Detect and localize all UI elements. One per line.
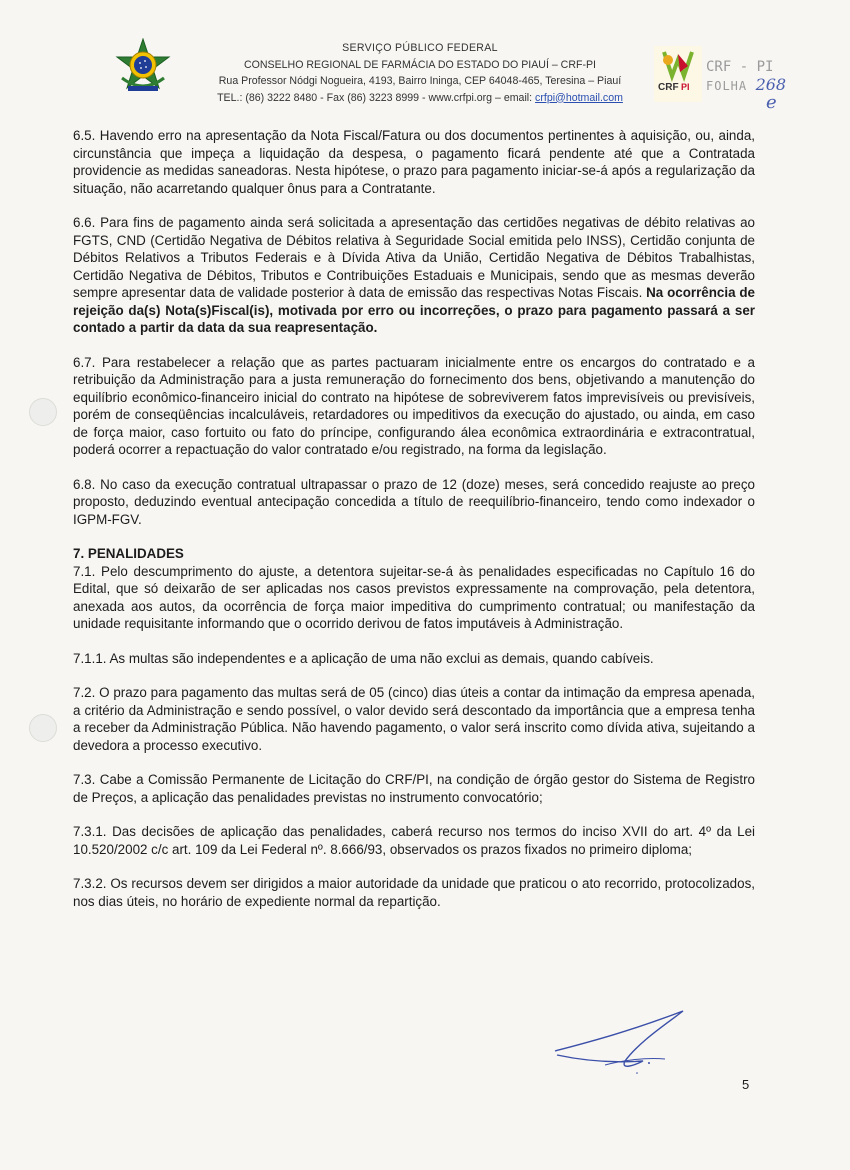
crf-pi-logo-icon <box>654 46 702 102</box>
section-heading-penalidades: 7. PENALIDADES <box>73 546 184 561</box>
clause-6-6 <box>73 214 755 337</box>
council-name: CONSELHO REGIONAL DE FARMÁCIA DO ESTADO DO PIAUÍ – CRF-PI <box>243 58 596 71</box>
contact-phones: TEL.: (86) 3222 8480 - Fax (86) 3223 8999 - www.crfpi.org – email: <box>217 91 536 104</box>
email-link[interactable]: crfpi@hotmail.com <box>535 91 623 104</box>
punch-hole <box>29 398 57 426</box>
address: Rua Professor Nódgi Nogueira, 4193, Bairro Ininga, CEP 64048-465, Teresina – Piauí <box>218 75 622 87</box>
page-number: 5 <box>742 1077 750 1092</box>
punch-hole <box>29 714 57 742</box>
stamp-initial: e <box>766 92 777 113</box>
stamp-folha-label: FOLHA <box>706 79 748 93</box>
clause-7-2: 7.2. O prazo para pagamento das multas será de 05 (cinco) dias úteis a contar da intimação da empresa apenada, a critério da Administração e sendo possível, o valor devido será descontado da importância que a empresa tenha a receber da Administração Pública. Não havendo pagamento, o valor será inscrito como dívida ativa, sujeitando a devedora a processo executivo. <box>73 685 755 753</box>
handwritten-signature <box>545 1003 695 1081</box>
contact-line <box>180 90 660 107</box>
clause-6-7: 6.7. Para restabelecer a relação que as partes pactuaram inicialmente entre os encargos do contratado e a retribuição da Administração para a justa remuneração do fornecimento dos bens, objetivando a manutenção do equilíbrio econômico-financeiro inicial do contrato na hipótese de sobreviverem fatos imprevisíveis ou previsíveis, porém de conseqüências incalculáveis, retardadores ou impeditivos da execução do ajustado, ou ainda, em caso de força maior, caso fortuito ou fato do príncipe, configurando álea econômica extraordinária e extracontratual, poderá ocorrer a repactuação do valor contratado e/ou registrado, na forma da legislação. <box>73 354 755 457</box>
svg-text:CRF: CRF <box>658 82 679 93</box>
stamp-folha-number: 268 <box>755 75 787 94</box>
clause-7-1: 7.1. Pelo descumprimento do ajuste, a detentora sujeitar-se-á às penalidades especificadas no Capítulo 16 do Edital, que só deixarão de ser aplicadas nos casos previstos expressamente na comprovação, pela detentora, anexada aos autos, da ocorrência de força maior impeditiva do cumprimento contratual; ou manifestação da unidade requisitante informando que o ocorrido derivou de fatos imputáveis à Administração. <box>73 563 755 631</box>
stamp-org: CRF - PI <box>706 59 774 75</box>
page-stamp <box>706 58 787 113</box>
clause-6-6-text: 6.6. Para fins de pagamento ainda será solicitada a apresentação das certidões negativas de débito relativas ao FGTS, CND (Certidão Negativa de Débitos relativa à Seguridade Social emitida pelo INSS), Certidão conjunta de Débitos Relativos a Tributos Federais e à Dívida Ativa da União, Certidão Negativa de Débitos Trabalhistas, Certidão Negativa de Débitos, Tributos e Contribuições Estaduais e Municipais, sendo que as mesmas deverão sempre apresentar data de validade posterior à data de emissão das respectivas Notas Fiscais. <box>73 215 755 300</box>
clause-7-3-1: 7.3.1. Das decisões de aplicação das penalidades, caberá recurso nos termos do inciso XVII do art. 4º da Lei 10.520/2002 c/c art. 109 da Lei Federal nº. 8.666/93, observados os prazos fixados no primeiro diploma; <box>73 824 755 857</box>
clause-6-6-bold: Na ocorrência de rejeição da(s) Nota(s)Fiscal(is), motivada por erro ou incorreções, o prazo para pagamento passará a ser contado a partir da data da sua reapresentação. <box>73 285 755 335</box>
clause-6-5: 6.5. Havendo erro na apresentação da Nota Fiscal/Fatura ou dos documentos pertinentes à aquisição, ou, ainda, circunstância que impeça a liquidação da despesa, o pagamento ficará pendente até que a Contratada providencie as medidas saneadoras. Nesta hipótese, o prazo para pagamento iniciar-se-á após a regularização da situação, não acarretando qualquer ônus para a Contratante. <box>73 128 755 196</box>
letterhead <box>0 38 850 118</box>
clause-7-1-1: 7.1.1. As multas são independentes e a aplicação de uma não exclui as demais, quando cabíveis. <box>73 650 654 666</box>
clause-7-3-2: 7.3.2. Os recursos devem ser dirigidos a maior autoridade da unidade que praticou o ato recorrido, protocolizados, nos dias úteis, no horário de expediente normal da repartição. <box>73 876 755 909</box>
letterhead-text <box>180 40 660 106</box>
document-body <box>73 127 755 910</box>
clause-7-3: 7.3. Cabe a Comissão Permanente de Licitação do CRF/PI, na condição de órgão gestor do Sistema de Registro de Preços, a aplicação das penalidades previstas no instrumento convocatório; <box>73 772 755 805</box>
clause-6-8: 6.8. No caso da execução contratual ultrapassar o prazo de 12 (doze) meses, será concedido reajuste ao preço proposto, deduzindo eventual antecipação concedida a título de reequilíbrio-financeiro, tendo como indexador o IGPM-FGV. <box>73 476 755 527</box>
service-title: SERVIÇO PÚBLICO FEDERAL <box>342 42 498 54</box>
brazil-coat-of-arms-icon <box>114 38 172 96</box>
svg-text:PI: PI <box>681 82 690 92</box>
